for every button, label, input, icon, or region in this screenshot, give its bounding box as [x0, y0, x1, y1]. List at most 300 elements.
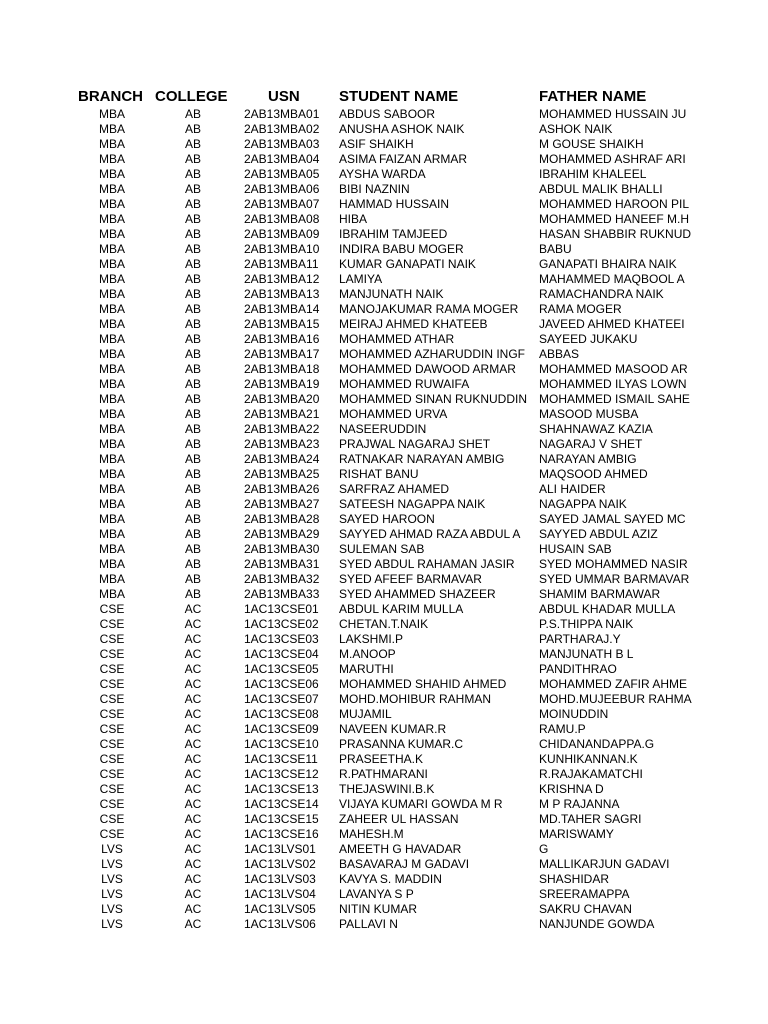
cell-branch: MBA [98, 587, 125, 601]
header-student-name: STUDENT NAME [339, 88, 459, 105]
cell-usn: 2AB13MBA12 [244, 272, 320, 286]
cell-usn: 1AC13LVS06 [244, 917, 316, 931]
cell-student-name: ABDUS SABOOR [339, 107, 436, 121]
table-row [0, 437, 768, 452]
cell-college: AC [184, 857, 202, 871]
cell-usn: 2AB13MBA31 [244, 557, 320, 571]
cell-usn: 2AB13MBA08 [244, 212, 320, 226]
cell-branch: CSE [99, 677, 125, 691]
cell-usn: 1AC13LVS03 [244, 872, 316, 886]
cell-college: AC [184, 677, 202, 691]
cell-branch: MBA [98, 212, 125, 226]
cell-branch: MBA [98, 137, 125, 151]
cell-college: AC [184, 647, 202, 661]
cell-student-name: KUMAR GANAPATI NAIK [339, 257, 476, 271]
cell-student-name: SYED ABDUL RAHAMAN JASIR [339, 557, 515, 571]
table-row [0, 752, 768, 767]
table-row [0, 422, 768, 437]
cell-branch: MBA [98, 197, 125, 211]
cell-college: AB [184, 317, 201, 331]
cell-college: AC [184, 812, 202, 826]
cell-father-name: MASOOD MUSBA [539, 407, 639, 421]
table-row [0, 152, 768, 167]
cell-usn: 2AB13MBA18 [244, 362, 320, 376]
table-row [0, 257, 768, 272]
cell-branch: MBA [98, 377, 125, 391]
cell-father-name: SYED MOHAMMED NASIR [539, 557, 688, 571]
cell-student-name: LAVANYA S P [339, 887, 414, 901]
cell-college: AB [184, 527, 201, 541]
cell-student-name: AYSHA WARDA [339, 167, 426, 181]
table-row [0, 197, 768, 212]
table-row [0, 887, 768, 902]
table-row [0, 482, 768, 497]
cell-usn: 1AC13CSE04 [244, 647, 319, 661]
cell-college: AB [184, 467, 201, 481]
cell-college: AC [184, 917, 202, 931]
cell-father-name: PANDITHRAO [539, 662, 617, 676]
cell-branch: CSE [99, 812, 125, 826]
cell-usn: 2AB13MBA28 [244, 512, 320, 526]
cell-student-name: HAMMAD HUSSAIN [339, 197, 450, 211]
cell-branch: MBA [98, 362, 125, 376]
cell-student-name: MANOJAKUMAR RAMA MOGER [339, 302, 519, 316]
table-row [0, 857, 768, 872]
cell-usn: 2AB13MBA07 [244, 197, 320, 211]
cell-branch: MBA [98, 407, 125, 421]
cell-usn: 1AC13LVS05 [244, 902, 316, 916]
header-branch: BRANCH [78, 88, 143, 105]
cell-usn: 1AC13CSE07 [244, 692, 319, 706]
cell-college: AB [184, 227, 201, 241]
cell-father-name: MOHAMMED ILYAS LOWN [539, 377, 687, 391]
cell-usn: 2AB13MBA20 [244, 392, 320, 406]
cell-father-name: MOHAMMED HAROON PIL [539, 197, 690, 211]
cell-college: AC [184, 752, 202, 766]
cell-branch: LVS [101, 902, 123, 916]
cell-college: AB [184, 137, 201, 151]
cell-usn: 2AB13MBA26 [244, 482, 320, 496]
cell-college: AC [184, 797, 202, 811]
cell-student-name: HIBA [339, 212, 368, 226]
cell-usn: 2AB13MBA33 [244, 587, 320, 601]
table-row [0, 902, 768, 917]
cell-student-name: ZAHEER UL HASSAN [339, 812, 459, 826]
cell-usn: 2AB13MBA24 [244, 452, 320, 466]
cell-father-name: MOHAMMED ASHRAF ARI [539, 152, 686, 166]
cell-branch: MBA [98, 257, 125, 271]
table-row [0, 722, 768, 737]
table-row [0, 737, 768, 752]
cell-student-name: PRASEETHA.K [339, 752, 424, 766]
cell-usn: 2AB13MBA14 [244, 302, 320, 316]
cell-father-name: SAYEED JUKAKU [539, 332, 638, 346]
cell-father-name: NANJUNDE GOWDA [539, 917, 655, 931]
cell-usn: 1AC13CSE13 [244, 782, 319, 796]
cell-college: AC [184, 872, 202, 886]
cell-student-name: PRASANNA KUMAR.C [339, 737, 464, 751]
cell-branch: CSE [99, 632, 125, 646]
table-row [0, 872, 768, 887]
cell-student-name: BIBI NAZNIN [339, 182, 410, 196]
cell-college: AC [184, 722, 202, 736]
cell-usn: 2AB13MBA17 [244, 347, 320, 361]
cell-student-name: MEIRAJ AHMED KHATEEB [339, 317, 488, 331]
cell-branch: MBA [98, 557, 125, 571]
table-row [0, 677, 768, 692]
cell-usn: 2AB13MBA25 [244, 467, 320, 481]
header-college: COLLEGE [155, 88, 228, 105]
cell-father-name: IBRAHIM KHALEEL [539, 167, 647, 181]
cell-branch: LVS [101, 917, 123, 931]
cell-father-name: MOHAMMED HANEEF M.H [539, 212, 689, 226]
cell-student-name: RISHAT BANU [339, 467, 419, 481]
table-row [0, 452, 768, 467]
cell-student-name: MOHAMMED AZHARUDDIN INGF [339, 347, 525, 361]
table-row [0, 392, 768, 407]
cell-father-name: SAKRU CHAVAN [539, 902, 632, 916]
cell-college: AB [184, 542, 201, 556]
cell-college: AB [184, 167, 201, 181]
cell-branch: CSE [99, 692, 125, 706]
cell-college: AB [184, 212, 201, 226]
cell-college: AB [184, 452, 201, 466]
cell-student-name: MAHESH.M [339, 827, 404, 841]
cell-branch: CSE [99, 782, 125, 796]
table-row [0, 302, 768, 317]
cell-usn: 1AC13CSE01 [244, 602, 319, 616]
cell-college: AB [184, 122, 201, 136]
cell-college: AC [184, 617, 202, 631]
table-row [0, 182, 768, 197]
cell-college: AB [184, 437, 201, 451]
cell-student-name: R.PATHMARANI [339, 767, 428, 781]
cell-usn: 1AC13CSE03 [244, 632, 319, 646]
cell-father-name: ABDUL KHADAR MULLA [539, 602, 676, 616]
cell-student-name: SYED AFEEF BARMAVAR [339, 572, 482, 586]
cell-usn: 2AB13MBA30 [244, 542, 320, 556]
cell-usn: 2AB13MBA21 [244, 407, 320, 421]
cell-student-name: MANJUNATH NAIK [339, 287, 444, 301]
cell-father-name: KUNHIKANNAN.K [539, 752, 638, 766]
cell-branch: CSE [99, 737, 125, 751]
cell-student-name: THEJASWINI.B.K [339, 782, 435, 796]
cell-usn: 2AB13MBA10 [244, 242, 320, 256]
cell-usn: 2AB13MBA09 [244, 227, 320, 241]
table-row [0, 227, 768, 242]
cell-college: AB [184, 332, 201, 346]
cell-usn: 1AC13LVS04 [244, 887, 316, 901]
cell-college: AC [184, 902, 202, 916]
cell-branch: MBA [98, 332, 125, 346]
cell-student-name: AMEETH G HAVADAR [339, 842, 462, 856]
cell-student-name: MOHAMMED SINAN RUKNUDDIN [339, 392, 528, 406]
cell-student-name: NAVEEN KUMAR.R [339, 722, 447, 736]
cell-branch: CSE [99, 662, 125, 676]
cell-father-name: SAYED JAMAL SAYED MC [539, 512, 686, 526]
cell-college: AB [184, 362, 201, 376]
table-row [0, 827, 768, 842]
cell-father-name: NAGAPPA NAIK [539, 497, 627, 511]
cell-usn: 1AC13CSE05 [244, 662, 319, 676]
cell-student-name: MOHD.MOHIBUR RAHMAN [339, 692, 491, 706]
cell-college: AC [184, 767, 202, 781]
table-body [0, 107, 768, 932]
cell-branch: CSE [99, 767, 125, 781]
cell-usn: 2AB13MBA11 [244, 257, 319, 271]
cell-father-name: HUSAIN SAB [539, 542, 612, 556]
cell-father-name: RAMACHANDRA NAIK [539, 287, 664, 301]
cell-branch: MBA [98, 182, 125, 196]
table-row [0, 662, 768, 677]
cell-branch: MBA [98, 497, 125, 511]
cell-college: AB [184, 572, 201, 586]
cell-college: AC [184, 887, 202, 901]
cell-student-name: MOHAMMED URVA [339, 407, 448, 421]
cell-father-name: SREERAMAPPA [539, 887, 630, 901]
cell-branch: MBA [98, 122, 125, 136]
table-row [0, 797, 768, 812]
cell-student-name: MARUTHI [339, 662, 394, 676]
cell-usn: 1AC13CSE15 [244, 812, 319, 826]
cell-college: AC [184, 827, 202, 841]
cell-college: AB [184, 302, 201, 316]
cell-usn: 2AB13MBA01 [244, 107, 320, 121]
cell-father-name: MOHD.MUJEEBUR RAHMA [539, 692, 692, 706]
table-row [0, 917, 768, 932]
table-row [0, 362, 768, 377]
cell-father-name: MAQSOOD AHMED [539, 467, 648, 481]
cell-branch: CSE [99, 722, 125, 736]
cell-student-name: PRAJWAL NAGARAJ SHET [339, 437, 491, 451]
cell-father-name: MOHAMMED MASOOD AR [539, 362, 688, 376]
table-row [0, 212, 768, 227]
cell-father-name: R.RAJAKAMATCHI [539, 767, 643, 781]
cell-student-name: LAMIYA [339, 272, 383, 286]
cell-student-name: SAYED HAROON [339, 512, 435, 526]
cell-usn: 2AB13MBA06 [244, 182, 320, 196]
cell-father-name: MD.TAHER SAGRI [539, 812, 642, 826]
cell-student-name: MOHAMMED RUWAIFA [339, 377, 470, 391]
cell-branch: MBA [98, 467, 125, 481]
cell-college: AB [184, 422, 201, 436]
cell-college: AC [184, 737, 202, 751]
cell-father-name: NAGARAJ V SHET [539, 437, 643, 451]
cell-branch: MBA [98, 422, 125, 436]
cell-usn: 2AB13MBA19 [244, 377, 320, 391]
cell-branch: MBA [98, 452, 125, 466]
cell-college: AB [184, 287, 201, 301]
cell-usn: 2AB13MBA05 [244, 167, 320, 181]
cell-student-name: ASIF SHAIKH [339, 137, 414, 151]
cell-usn: 1AC13CSE11 [244, 752, 318, 766]
cell-student-name: SYED AHAMMED SHAZEER [339, 587, 496, 601]
cell-college: AC [184, 692, 202, 706]
cell-father-name: SHASHIDAR [539, 872, 610, 886]
cell-father-name: RAMU.P [539, 722, 586, 736]
cell-college: AB [184, 197, 201, 211]
cell-father-name: G [539, 842, 549, 856]
cell-usn: 2AB13MBA23 [244, 437, 320, 451]
table-header [0, 87, 768, 107]
table-row [0, 272, 768, 287]
cell-college: AB [184, 152, 201, 166]
cell-student-name: SAYYED AHMAD RAZA ABDUL A [339, 527, 521, 541]
cell-student-name: VIJAYA KUMARI GOWDA M R [339, 797, 503, 811]
table-row [0, 122, 768, 137]
cell-student-name: MOHAMMED DAWOOD ARMAR [339, 362, 516, 376]
table-row [0, 842, 768, 857]
cell-father-name: GANAPATI BHAIRA NAIK [539, 257, 677, 271]
cell-father-name: RAMA MOGER [539, 302, 622, 316]
cell-student-name: MOHAMMED ATHAR [339, 332, 455, 346]
cell-father-name: SAYYED ABDUL AZIZ [539, 527, 658, 541]
cell-student-name: MUJAMIL [339, 707, 392, 721]
cell-usn: 1AC13CSE06 [244, 677, 319, 691]
cell-branch: MBA [98, 527, 125, 541]
cell-college: AB [184, 257, 201, 271]
cell-college: AC [184, 707, 202, 721]
cell-usn: 1AC13CSE12 [244, 767, 319, 781]
cell-student-name: ABDUL KARIM MULLA [339, 602, 464, 616]
cell-father-name: MAHAMMED MAQBOOL A [539, 272, 685, 286]
cell-student-name: INDIRA BABU MOGER [339, 242, 464, 256]
cell-branch: CSE [99, 827, 125, 841]
table-row [0, 167, 768, 182]
cell-branch: MBA [98, 347, 125, 361]
cell-father-name: M GOUSE SHAIKH [539, 137, 644, 151]
cell-branch: CSE [99, 647, 125, 661]
cell-branch: CSE [99, 602, 125, 616]
table-row [0, 527, 768, 542]
cell-branch: MBA [98, 482, 125, 496]
cell-student-name: NASEERUDDIN [339, 422, 427, 436]
cell-father-name: CHIDANANDAPPA.G [539, 737, 655, 751]
cell-father-name: ASHOK NAIK [539, 122, 613, 136]
table-row [0, 317, 768, 332]
cell-branch: CSE [99, 752, 125, 766]
cell-student-name: M.ANOOP [339, 647, 396, 661]
cell-usn: 1AC13CSE08 [244, 707, 319, 721]
table-row [0, 107, 768, 122]
cell-college: AB [184, 392, 201, 406]
cell-college: AB [184, 557, 201, 571]
table-row [0, 812, 768, 827]
table-row [0, 602, 768, 617]
cell-student-name: RATNAKAR NARAYAN AMBIG [339, 452, 505, 466]
cell-branch: MBA [98, 287, 125, 301]
cell-usn: 2AB13MBA15 [244, 317, 320, 331]
cell-branch: MBA [98, 392, 125, 406]
cell-branch: MBA [98, 437, 125, 451]
table-row [0, 542, 768, 557]
cell-father-name: M P RAJANNA [539, 797, 620, 811]
cell-college: AB [184, 107, 201, 121]
cell-college: AC [184, 632, 202, 646]
cell-usn: 1AC13CSE02 [244, 617, 319, 631]
cell-college: AB [184, 347, 201, 361]
table-row [0, 287, 768, 302]
table-row [0, 587, 768, 602]
cell-college: AB [184, 587, 201, 601]
cell-branch: LVS [101, 872, 123, 886]
table-row [0, 782, 768, 797]
cell-college: AB [184, 242, 201, 256]
table-row [0, 512, 768, 527]
table-row [0, 692, 768, 707]
cell-father-name: ABDUL MALIK BHALLI [539, 182, 663, 196]
cell-student-name: SATEESH NAGAPPA NAIK [339, 497, 486, 511]
table-row [0, 767, 768, 782]
cell-usn: 1AC13LVS02 [244, 857, 316, 871]
cell-father-name: BABU [539, 242, 572, 256]
cell-college: AC [184, 782, 202, 796]
cell-father-name: PARTHARAJ.Y [539, 632, 621, 646]
cell-father-name: KRISHNA D [539, 782, 604, 796]
cell-branch: MBA [98, 242, 125, 256]
cell-father-name: P.S.THIPPA NAIK [539, 617, 634, 631]
table-row [0, 497, 768, 512]
cell-father-name: ALI HAIDER [539, 482, 606, 496]
cell-usn: 2AB13MBA27 [244, 497, 320, 511]
cell-college: AC [184, 842, 202, 856]
cell-usn: 2AB13MBA03 [244, 137, 320, 151]
cell-college: AC [184, 602, 202, 616]
cell-branch: CSE [99, 797, 125, 811]
table-row [0, 557, 768, 572]
cell-father-name: ABBAS [539, 347, 580, 361]
cell-father-name: MOINUDDIN [539, 707, 609, 721]
cell-father-name: SHAHNAWAZ KAZIA [539, 422, 653, 436]
table-row [0, 467, 768, 482]
cell-father-name: MOHAMMED ISMAIL SAHE [539, 392, 690, 406]
table-row [0, 332, 768, 347]
cell-father-name: NARAYAN AMBIG [539, 452, 637, 466]
cell-college: AB [184, 482, 201, 496]
cell-college: AB [184, 377, 201, 391]
cell-father-name: SYED UMMAR BARMAVAR [539, 572, 690, 586]
cell-college: AB [184, 407, 201, 421]
cell-student-name: SARFRAZ AHAMED [339, 482, 450, 496]
table-row [0, 617, 768, 632]
header-father-name: FATHER NAME [539, 88, 647, 105]
cell-branch: MBA [98, 167, 125, 181]
cell-branch: CSE [99, 707, 125, 721]
cell-usn: 1AC13CSE16 [244, 827, 319, 841]
cell-branch: MBA [98, 107, 125, 121]
table-row [0, 407, 768, 422]
table-row [0, 632, 768, 647]
cell-college: AB [184, 182, 201, 196]
cell-usn: 2AB13MBA22 [244, 422, 320, 436]
table-row [0, 242, 768, 257]
cell-father-name: MARISWAMY [539, 827, 614, 841]
cell-branch: MBA [98, 227, 125, 241]
cell-student-name: SULEMAN SAB [339, 542, 425, 556]
cell-college: AB [184, 272, 201, 286]
cell-branch: LVS [101, 857, 123, 871]
table-row [0, 347, 768, 362]
cell-college: AC [184, 662, 202, 676]
table-row [0, 647, 768, 662]
header-usn: USN [268, 88, 300, 105]
cell-usn: 1AC13CSE10 [244, 737, 319, 751]
cell-branch: MBA [98, 572, 125, 586]
cell-usn: 1AC13CSE14 [244, 797, 319, 811]
cell-father-name: MANJUNATH B L [539, 647, 634, 661]
cell-student-name: LAKSHMI.P [339, 632, 404, 646]
cell-usn: 2AB13MBA04 [244, 152, 320, 166]
